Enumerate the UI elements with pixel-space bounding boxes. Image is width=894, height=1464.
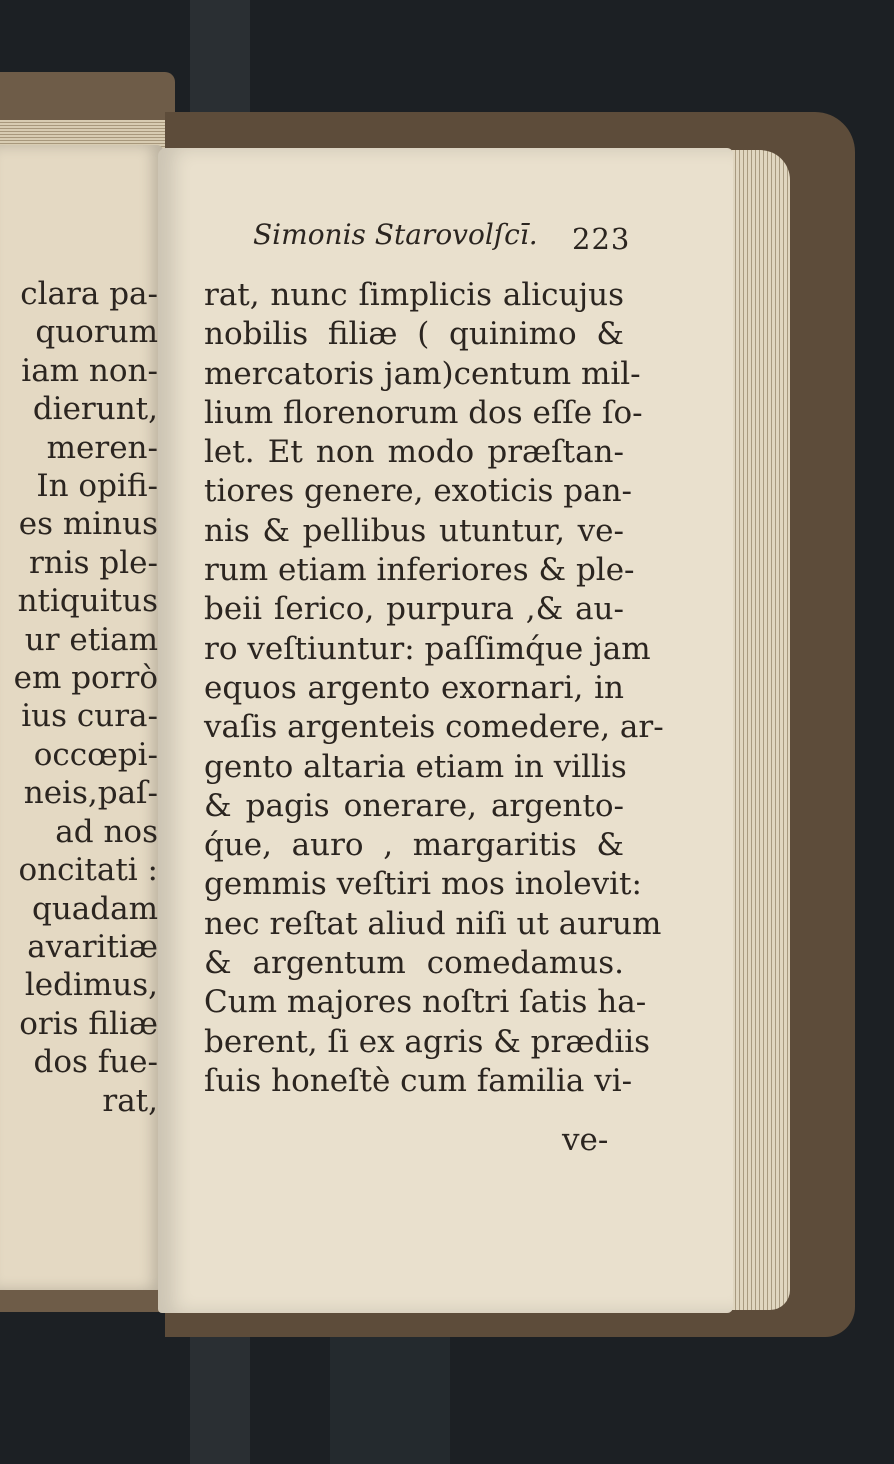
text-line: meren- [46, 429, 158, 466]
text-line: berent, ſi ex agris & prædiis [204, 1023, 651, 1060]
text-line: oris filiæ [19, 1005, 158, 1042]
text-line: nec reſtat aliud niſi ut aurum [204, 905, 662, 942]
text-line: ntiquitus [17, 583, 158, 620]
text-line: & pagis onerare, argento- [204, 787, 624, 824]
text-line: tiores genere, exoticis pan- [204, 473, 633, 510]
text-line: equos argento exornari, in [204, 669, 624, 706]
text-line: oncitati : [18, 852, 158, 889]
right-page-text [204, 276, 664, 1101]
left-page-text [0, 275, 158, 1120]
text-line: nobilis filiæ ( quinimo & [204, 316, 624, 353]
text-line: vaſis argenteis comedere, ar- [204, 709, 664, 746]
text-line: rum etiam inferiores & ple- [204, 552, 635, 589]
text-line: neis,paſ- [23, 775, 158, 812]
text-line: q́ue, auro , margaritis & [204, 827, 624, 864]
text-line: em porrò [13, 660, 158, 697]
text-line: ro veſtiuntur: paſſimq́ue jam [204, 630, 651, 667]
text-line: quorum [35, 314, 158, 351]
text-line: quadam [31, 890, 158, 927]
text-line: lium florenorum dos eſſe ſo- [204, 394, 643, 431]
text-line: ad nos [55, 813, 158, 850]
text-line: gento altaria etiam in villis [204, 748, 627, 785]
text-line: clara pa- [20, 276, 158, 312]
text-line: In opifi- [36, 468, 158, 505]
running-head: Simonis Starovolſcī. [253, 218, 538, 251]
text-line: rat, [102, 1082, 158, 1119]
text-line: mercatoris jam)centum mil- [204, 355, 641, 392]
text-line: gemmis veſtiri mos inolevit: [204, 866, 642, 903]
text-line: & argentum comedamus. [204, 945, 624, 982]
text-line: Cum majores noſtri ſatis ha- [204, 984, 647, 1021]
text-line: iam non- [21, 352, 158, 389]
text-line: beii ſerico, purpura ,& au- [204, 591, 624, 628]
page-number: 223 [572, 222, 631, 256]
text-line: dierunt, [32, 391, 158, 428]
text-line: nis & pellibus utuntur, ve- [204, 512, 624, 549]
text-line: occœpi- [33, 736, 158, 773]
text-line: avaritiæ [27, 928, 158, 965]
text-line: let. Et non modo præſtan- [204, 434, 624, 471]
text-line: ledimus, [24, 967, 158, 1004]
text-line: ſuis honeſtè cum familia vi- [204, 1062, 633, 1099]
text-line: rat, nunc ſimplicis alicujus [204, 277, 624, 313]
text-line: rnis ple- [28, 544, 158, 581]
text-line: ur etiam [24, 621, 158, 658]
text-line: ius cura- [21, 698, 158, 735]
text-line: dos fue- [33, 1044, 158, 1081]
text-line: es minus [18, 506, 158, 543]
catchword: ve- [562, 1122, 609, 1158]
